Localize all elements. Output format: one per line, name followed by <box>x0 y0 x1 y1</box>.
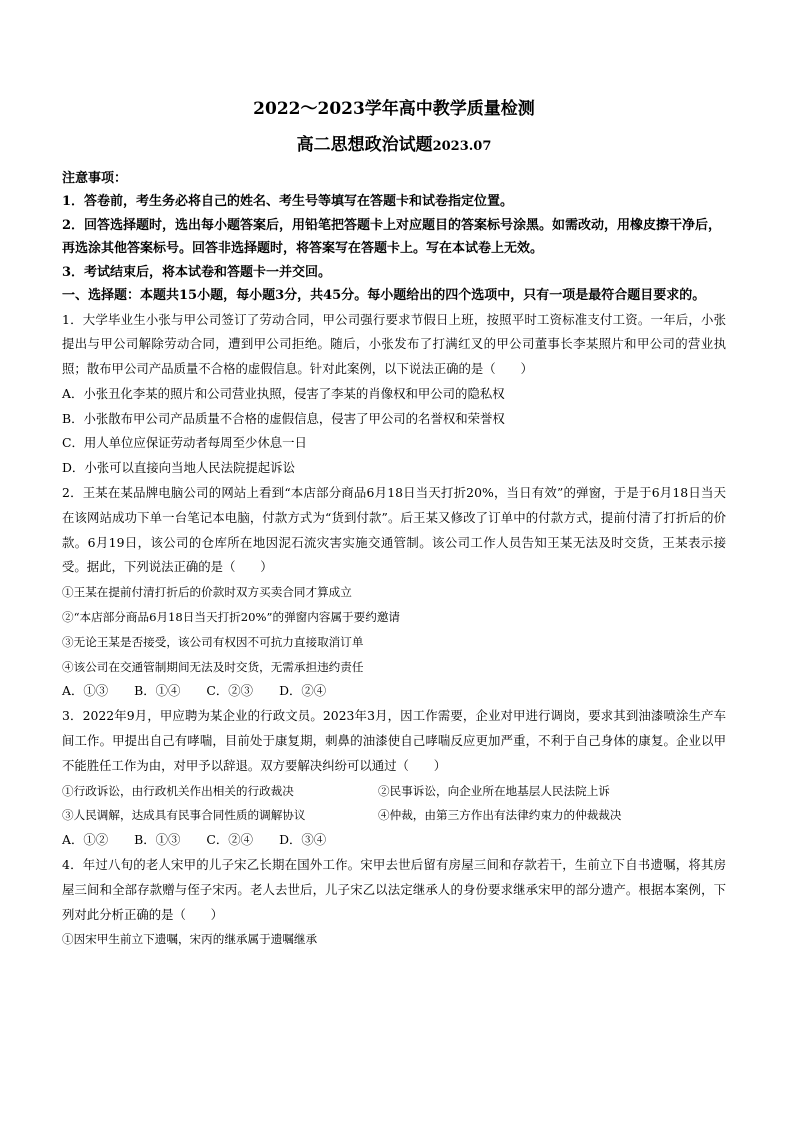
question-1-option-d: D．小张可以直接向当地人民法院提起诉讼 <box>62 460 295 476</box>
exam-page <box>62 96 726 952</box>
exam-title: 2022～2023学年高中教学质量检测 <box>253 99 535 119</box>
notice-heading: 注意事项： <box>62 171 128 186</box>
section-heading: 一、选择题：本题共15小题，每小题3分，共45分。每小题给出的四个选项中，只有一项是最符合题目要求的。 <box>62 288 706 303</box>
question-3-stem: 3．2022年9月，甲应聘为某企业的行政文员。2023年3月，因工作需要，企业对甲进行调岗，要求其到油漆喷涂生产车间工作。甲提出自己有哮喘，目前处于康复期，刺鼻的油漆使自己哮喘反应更加严重，不利于自己身体的康复。企业以甲不能胜任工作为由，对甲予以辞退。双方要解决纠纷可以通过（ ） <box>62 708 726 773</box>
exam-date: 2023.07 <box>432 139 492 154</box>
subject-title: 高二思想政治试题 <box>296 135 433 155</box>
question-2-stem: 2．王某在某品牌电脑公司的网站上看到“本店部分商品6月18日当天打折20%，当日有效”的弹窗，于是于6月18日当天在该网站成功下单一台笔记本电脑，付款方式为“货到付款”。后王某又修改了订单中的付款方式，提前付清了打折后的价款。6月19日，该公司的仓库所在地因泥石流灾害实施交通管制。该公司工作人员告知王某无法及时交货，王某表示接受。据此，下列说法正确的是（ ） <box>62 485 726 575</box>
question-3-statements-row-2 <box>62 803 726 828</box>
question-3-statement-4: ④仲裁，由第三方作出有法律约束力的仲裁裁决 <box>378 808 622 823</box>
question-3-statement-2: ②民事诉讼，向企业所在地基层人民法院上诉 <box>378 783 610 798</box>
question-1-option-b: B．小张散布甲公司产品质量不合格的虚假信息，侵害了甲公司的名誉权和荣誉权 <box>62 410 505 426</box>
notice-item-1: 1．答卷前，考生务必将自己的姓名、考生号等填写在答题卡和试卷指定位置。 <box>62 194 514 209</box>
notice-item-3: 3．考试结束后，将本试卷和答题卡一并交回。 <box>62 264 332 280</box>
question-4-stem: 4．年过八旬的老人宋甲的儿子宋乙长期在国外工作。宋甲去世后留有房屋三间和存款若干，生前立下自书遗嘱，将其房屋三间和全部存款赠与侄子宋丙。老人去世后，儿子宋乙以法定继承人的身份要求继承宋甲的部分遗产。根据本案例，下列对此分析正确的是（ ） <box>62 857 726 922</box>
question-4-statement-1: ①因宋甲生前立下遗嘱，宋丙的继承属于遗嘱继承 <box>62 932 318 947</box>
question-2-answer-a: A．①③ <box>62 683 109 699</box>
question-3-statement-1: ①行政诉讼，由行政机关作出相关的行政裁决 <box>62 783 294 798</box>
question-1-option-c: C．用人单位应保证劳动者每周至少休息一日 <box>62 435 307 451</box>
question-2-statement-4: ④该公司在交通管制期间无法及时交货，无需承担违约责任 <box>62 659 364 674</box>
question-1-stem: 1．大学毕业生小张与甲公司签订了劳动合同，甲公司强行要求节假日上班，按照平时工资标准支付工资。一年后，小张提出与甲公司解除劳动合同，遭到甲公司拒绝。随后，小张发布了打满红叉的甲公司董事长李某照片和甲公司的营业执照；散布甲公司产品质量不合格的虚假信息。针对此案例，以下说法正确的是（ ） <box>62 311 726 377</box>
question-2-answers <box>62 679 726 704</box>
question-1-option-a: A．小张丑化李某的照片和公司营业执照，侵害了李某的肖像权和甲公司的隐私权 <box>62 385 505 401</box>
question-3-statement-3: ③人民调解，达成具有民事合同性质的调解协议 <box>62 808 306 823</box>
exam-subtitle <box>62 132 726 160</box>
notice-item-2: 2．回答选择题时，选出每小题答案后，用铅笔把答题卡上对应题目的答案标号涂黑。如需改动，用橡皮擦干净后，再选涂其他答案标号。回答非选择题时，将答案写在答题卡上。写在本试卷上无效。 <box>62 217 722 256</box>
question-2-answer-c: C．②③ <box>206 683 254 699</box>
question-2-statement-2: ②“本店部分商品6月18日当天打折20%”的弹窗内容属于要约邀请 <box>62 610 401 625</box>
question-2-statement-1: ①王某在提前付清打折后的价款时双方买卖合同才算成立 <box>62 585 352 600</box>
question-2-statement-3: ③无论王某是否接受，该公司有权因不可抗力直接取消订单 <box>62 634 364 649</box>
question-3-answer-c: C．②④ <box>206 832 254 848</box>
question-3-answer-b: B．①③ <box>134 832 181 848</box>
question-2-answer-b: B．①④ <box>134 683 181 699</box>
question-2-answer-d: D．②④ <box>279 683 327 699</box>
question-3-answer-d: D．③④ <box>279 832 327 848</box>
question-3-answer-a: A．①② <box>62 832 109 848</box>
question-3-statements-row-1 <box>62 779 726 804</box>
question-3-answers <box>62 828 726 853</box>
